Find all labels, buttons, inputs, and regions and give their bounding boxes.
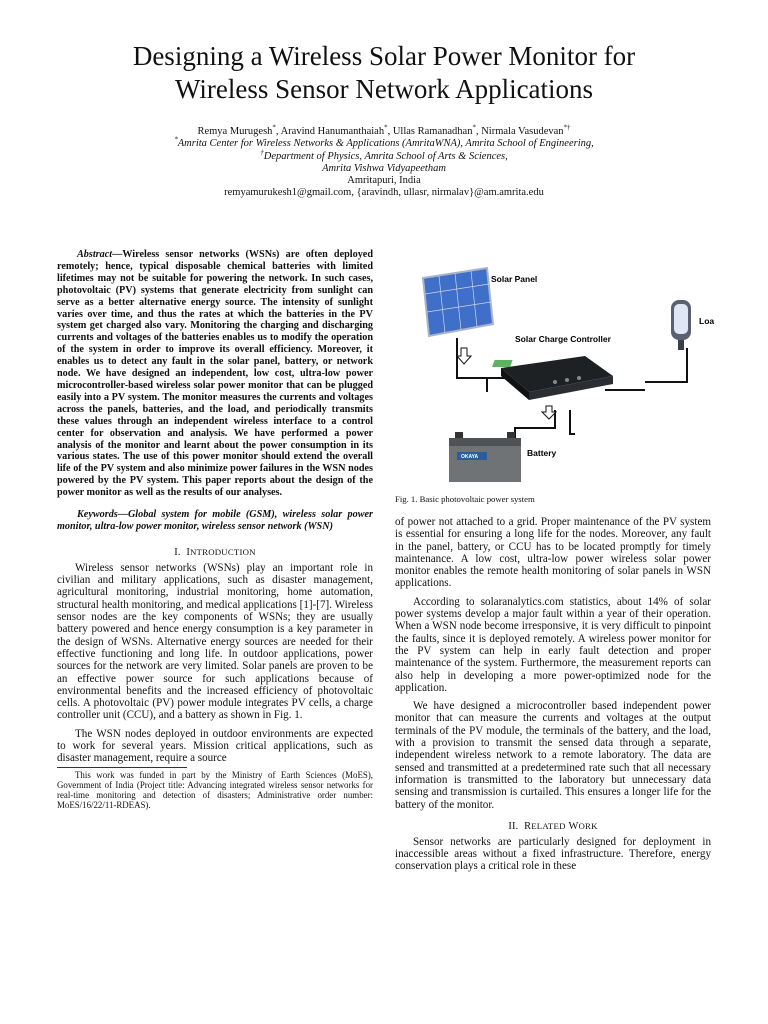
- intro-paragraph-2: The WSN nodes deployed in outdoor environments are expected to work for several years. Mission critical applications, such as disaster management, require a source: [57, 727, 373, 765]
- figure-1: [395, 260, 715, 488]
- footnote-rule: [57, 767, 187, 768]
- label-load: Loa: [699, 316, 715, 326]
- abstract-text: Wireless sensor networks (WSNs) are often deployed remotely; hence, typical disposable chemical batteries with limited lifetimes may not be suitable for powering the network. In such cases, photovoltaic (PV) systems that generate electricity from sunlight can serve as a better alternative energy source. The intensity of sunlight varies over time, and thus the rates at which the batteries in the PV system get charged also vary. Monitoring the charging and discharging currents and voltages of the batteries enables us to modify the operation of the system in order to improve its overall efficiency. Moreover, it enables us to detect any fault in the solar panel, battery, or network node. We have designed an independent, low cost, ultra-low power microcontroller-based wireless solar power monitor that can be plugged easily into a PV system. The monitor measures the currents and voltages across the panels, batteries, and the load, and periodically transmits these values through an independent wireless interface to a control center for observation and analysis. We have performed a power analysis of the monitor and learnt about the power consumption in its various states. The use of this power monitor should extend the overall life of the PV system and also minimize power failures in the WSN nodes powered by the PV system. This paper reports about the design of the power monitor as well as the results of our analyses.: [57, 249, 373, 499]
- keywords: [57, 509, 373, 533]
- title-line-1: Designing a Wireless Solar Power Monitor for: [132, 41, 636, 71]
- battery-brand-label: OKAYA: [461, 454, 479, 460]
- abstract-lead: Abstract: [77, 249, 113, 260]
- battery-wire-2: [570, 410, 575, 434]
- load-wire: [645, 348, 687, 382]
- section-number: II.: [508, 820, 519, 832]
- author-location: Amritapuri, India: [347, 175, 421, 187]
- solar-panel-icon: [423, 268, 493, 336]
- author-sup: *: [472, 123, 476, 132]
- keywords-text: —Global system for mobile (GSM), wireless solar power monitor, ultra-low power monitor, wireless sensor network (WSN): [57, 509, 373, 532]
- section-rest: NTRODUCTION: [190, 546, 256, 557]
- section-rest: ELATED: [531, 820, 566, 831]
- author-name: Ullas Ramanadhan: [392, 126, 473, 137]
- section-initial: I: [186, 546, 190, 558]
- down-arrow-icon: [457, 348, 471, 364]
- title-line-2: Wireless Sensor Network Applications: [174, 74, 594, 104]
- right-paragraph-1: of power not attached to a grid. Proper maintenance of the PV system is essential for ensuring a long life for the nodes. Moreover, any fault in the panel, battery, or CCU has to be located promptly for timely maintenance. A low cost, ultra-low power wireless solar power monitor enables the remote health monitoring of solar panels in WSN applications.: [395, 516, 711, 590]
- author-name: Aravind Hanumanthaiah: [280, 126, 385, 137]
- author-sup: *†: [563, 123, 571, 132]
- section-initial: R: [524, 820, 532, 832]
- author-block: [60, 123, 708, 200]
- funding-footnote: This work was funded in part by the Ministry of Earth Sciences (MoES), Government of India (Project title: Advancing integrated wireless sensor networks for real-time monitoring and detection of disasters; Administrative order number: MoES/16/22/11-RDEAS).: [57, 769, 373, 811]
- label-battery: Battery: [527, 448, 557, 458]
- charge-controller-icon: [492, 356, 613, 400]
- affiliation-sup: †: [260, 148, 264, 157]
- intro-paragraph-1: Wireless sensor networks (WSNs) play an important role in civilian and military applications, such as disaster management, agricultural monitoring, industrial monitoring, home automation, structural health monitoring, and medical applications [1]-[7]. Wireless sensor nodes are the key components of WSNs; they are usually battery powered and hence energy consumption is a key parameter in the design of WSNs. Alternative energy sources are needed for their effective functioning and long life. In outdoor applications, power sources for the network are very limited. Solar panels are proven to be an effective power source for such applications because of environmental benefits and the increased efficiency of photovoltaic cells. A photovoltaic (PV) power module integrates PV cells, a charge controller unit (CCU), and a battery as shown in Fig. 1.: [57, 561, 373, 722]
- abstract-dash: —: [112, 249, 123, 260]
- keywords-lead: Keywords: [77, 509, 118, 521]
- right-paragraph-2: According to solaranalytics.com statistics, about 14% of solar power systems develop a major fault within a year of their operation. When a WSN node become irresponsive, it is very difficult to pinpoint the faults, since it is deployed remotely. A wireless power monitor for the PV system can help in early fault detection and proper maintenance of the system. Furthermore, the measurement reports can also help in developing a more power-optimized node for the application.: [395, 595, 711, 694]
- affiliation-2: [60, 148, 708, 163]
- author-emails: remyamurukesh1@gmail.com, {aravindh, ullasr, nirmalav}@am.amrita.edu: [224, 187, 544, 199]
- section-heading-related-work: [395, 821, 711, 832]
- affiliation-text: Department of Physics, Amrita School of Arts & Sciences,: [263, 150, 508, 162]
- abstract: [57, 249, 373, 499]
- label-charge-controller: Solar Charge Controller: [515, 334, 611, 344]
- label-solar-panel: Solar Panel: [491, 274, 538, 284]
- right-column: [395, 260, 715, 879]
- right-paragraph-3: We have designed a microcontroller based independent power monitor that can measure the currents and voltages at the output terminals of the PV module, the terminals of the battery, and the load, with a provision to transmit the sensed data through a separate, independent wireless network to a remote laboratory. The data are sensed and transmitted at a predetermined rate such that all necessary information is transmitted to the laboratory but unnecessary data sensing and transmission is curtailed. This ensures a longer life for the battery of the monitor.: [395, 700, 711, 811]
- author-names: Remya Murugesh*, Aravind Hanumanthaiah*, Ullas Ramanadhan*, Nirmala Vasudevan*†: [197, 123, 571, 137]
- section-rest: ORK: [578, 820, 598, 831]
- figure-caption: Fig. 1. Basic photovoltaic power system: [395, 494, 535, 504]
- down-arrow-icon-2: [542, 406, 556, 419]
- affiliation-text: Amrita Center for Wireless Networks & Applications (AmritaWNA), Amrita School of Engineering,: [177, 138, 594, 150]
- author-sup: *: [384, 123, 388, 132]
- related-paragraph-1: Sensor networks are particularly designed for deployment in inaccessible areas without a fixed infrastructure. Therefore, energy conservation plays a critical role in these: [395, 835, 711, 873]
- author-name: Remya Murugesh: [197, 126, 273, 137]
- section-number: I.: [174, 546, 181, 558]
- author-sup: *: [272, 123, 276, 132]
- section-initial: W: [568, 820, 579, 832]
- affiliation-1: [60, 135, 708, 150]
- battery-icon: [449, 432, 521, 482]
- author-name: Nirmala Vasudevan: [481, 126, 564, 137]
- section-heading-introduction: [57, 547, 373, 558]
- paper-title: [40, 40, 728, 106]
- left-column: [57, 249, 373, 811]
- affiliation-sup: *: [174, 135, 178, 144]
- pv-system-diagram: [395, 260, 715, 488]
- load-lamp-icon: [671, 300, 691, 350]
- affiliation-3: Amrita Vishwa Vidyapeetham: [322, 162, 446, 174]
